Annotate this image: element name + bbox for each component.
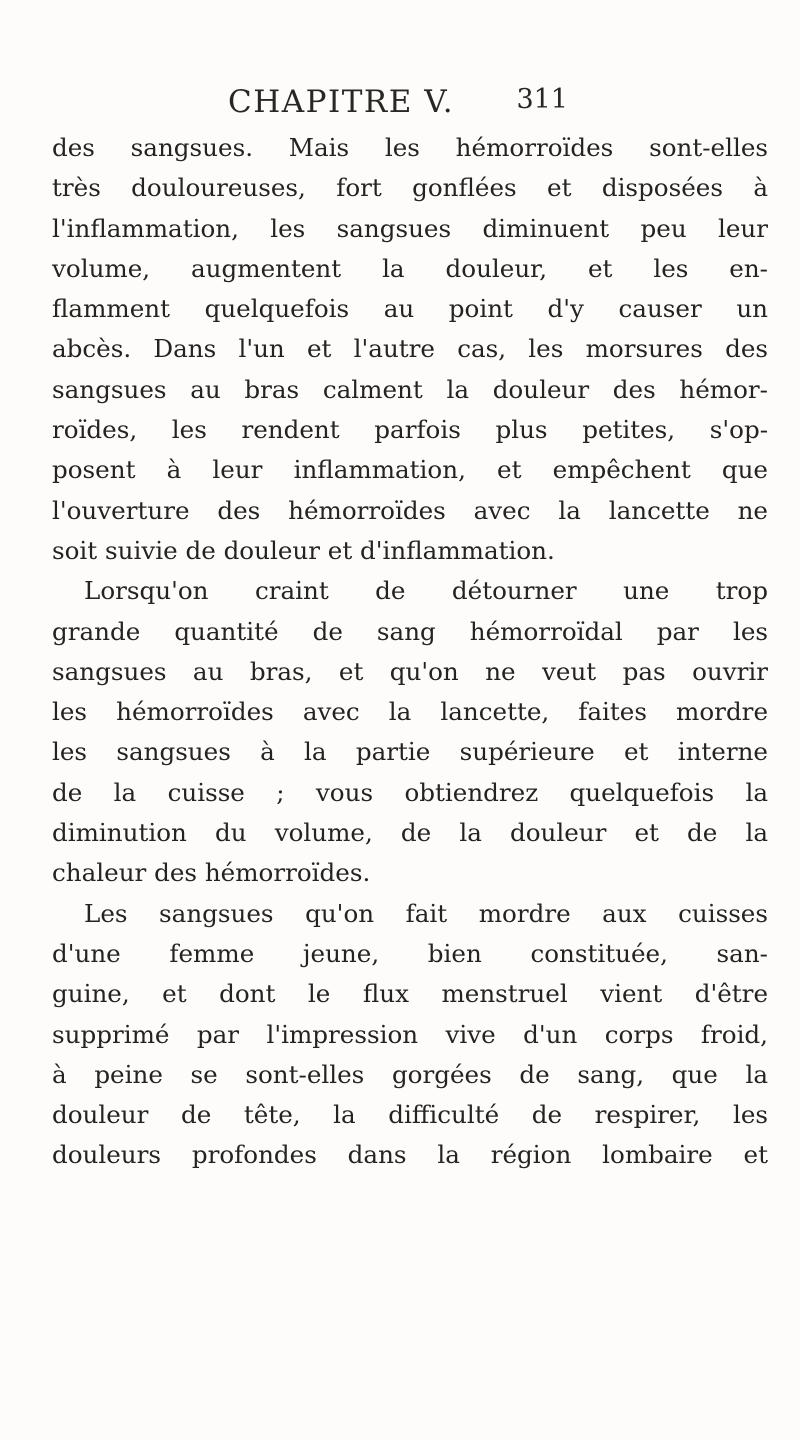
- text-line: douleur de tête, la difficulté de respirer, les: [52, 1100, 768, 1130]
- text-line: de la cuisse ; vous obtiendrez quelquefois la: [52, 777, 768, 807]
- text-line: d'une femme jeune, bien constituée, san-: [52, 938, 768, 968]
- body-text: [52, 128, 768, 1176]
- text-line: l'inflammation, les sangsues diminuent peu leur: [52, 213, 768, 243]
- text-line: sangsues au bras calment la douleur des hémor-: [52, 374, 768, 404]
- paragraph-start-line: Les sangsues qu'on fait mordre aux cuisses: [84, 898, 768, 928]
- page-number: 311: [516, 84, 568, 115]
- text-line: diminution du volume, de la douleur et de la: [52, 818, 768, 848]
- text-line: roïdes, les rendent parfois plus petites, s'op-: [52, 415, 768, 445]
- running-head: CHAPITRE V.: [228, 84, 455, 120]
- text-line: douleurs profondes dans la région lombaire et: [52, 1140, 768, 1170]
- text-line: les sangsues à la partie supérieure et interne: [52, 737, 768, 767]
- text-line: posent à leur inflammation, et empêchent que: [52, 455, 768, 485]
- paragraph-start-line: Lorsqu'on craint de détourner une trop: [84, 576, 768, 606]
- text-line: l'ouverture des hémorroïdes avec la lancette ne: [52, 495, 768, 525]
- text-line: volume, augmentent la douleur, et les en-: [52, 253, 768, 283]
- paragraph-end-line: chaleur des hémorroïdes.: [52, 858, 371, 888]
- page-header: [228, 84, 568, 128]
- text-line: sangsues au bras, et qu'on ne veut pas ouvrir: [52, 656, 768, 686]
- text-line: flamment quelquefois au point d'y causer un: [52, 294, 768, 324]
- paragraph-end-line: soit suivie de douleur et d'inflammation.: [52, 535, 555, 565]
- text-line: les hémorroïdes avec la lancette, faites mordre: [52, 697, 768, 727]
- text-line: abcès. Dans l'un et l'autre cas, les morsures des: [52, 334, 768, 364]
- text-line: à peine se sont-elles gorgées de sang, que la: [52, 1059, 768, 1089]
- text-line: très douloureuses, fort gonflées et disposées à: [52, 173, 768, 203]
- text-line: guine, et dont le flux menstruel vient d'être: [52, 979, 768, 1009]
- text-line: grande quantité de sang hémorroïdal par les: [52, 616, 768, 646]
- text-line: des sangsues. Mais les hémorroïdes sont-elles: [52, 133, 768, 162]
- text-line: supprimé par l'impression vive d'un corps froid,: [52, 1019, 768, 1049]
